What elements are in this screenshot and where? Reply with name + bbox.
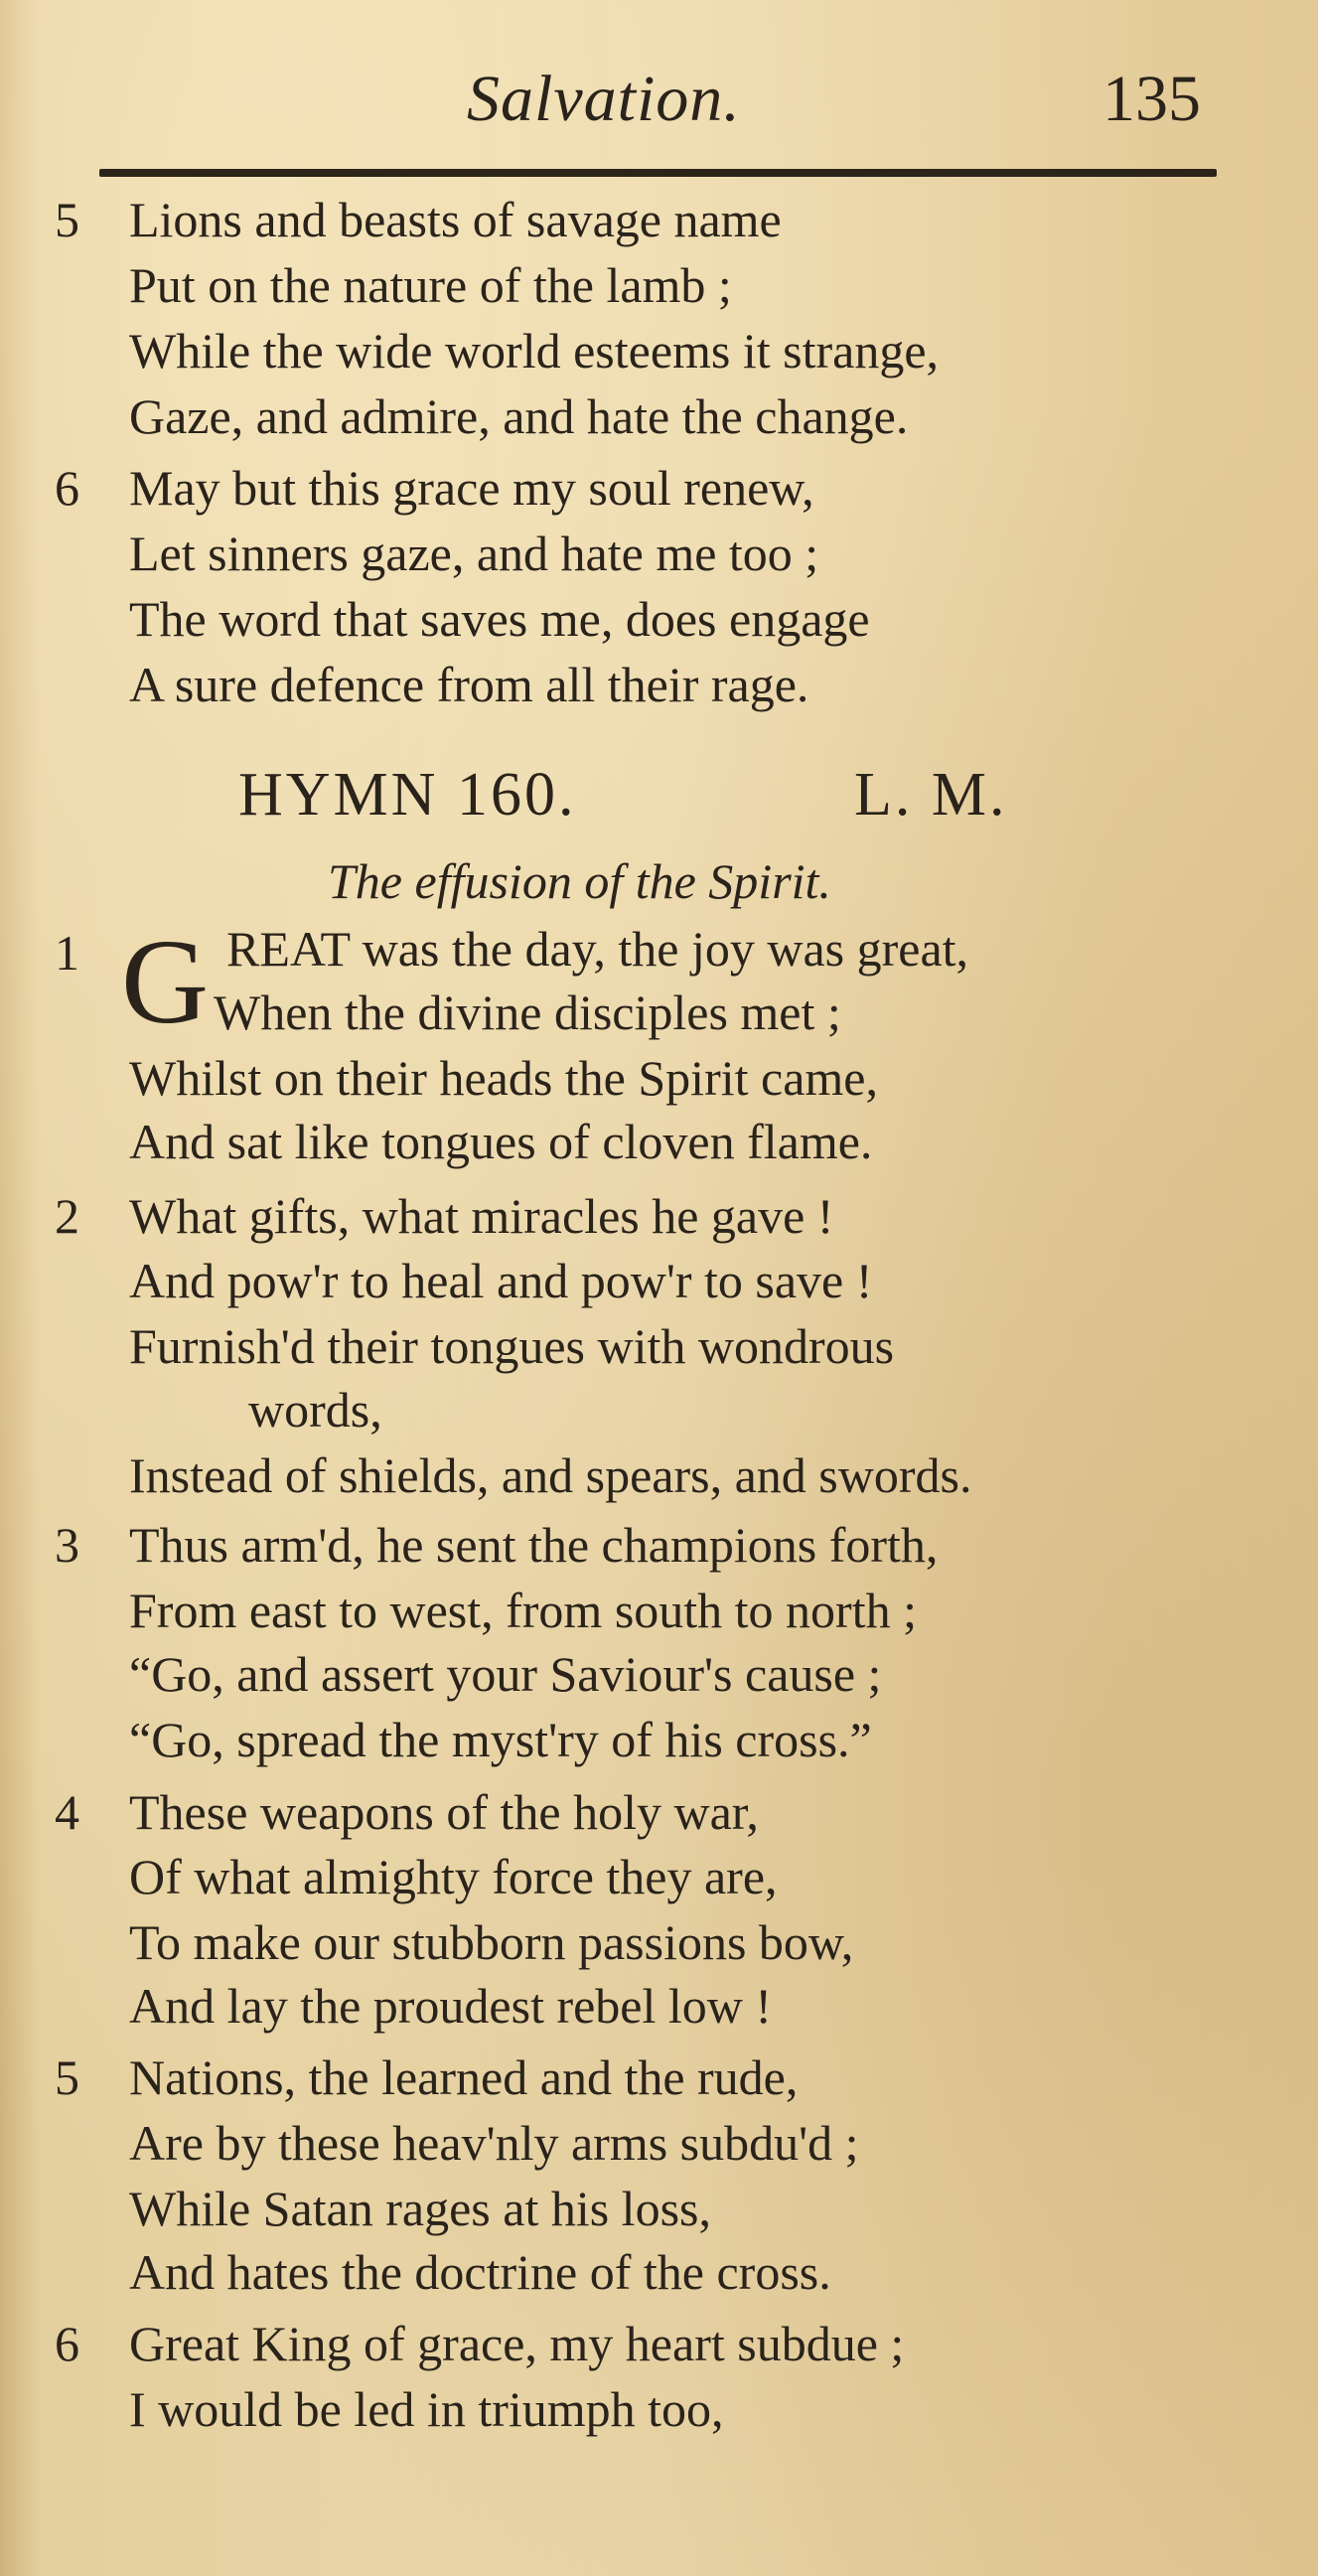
verse-line: What gifts, what miracles he gave ! [129,1188,834,1244]
verse-number: 5 [55,2049,79,2105]
verse-line: “Go, and assert your Saviour's cause ; [129,1646,882,1702]
verse-line: And lay the proudest rebel low ! [129,1978,773,2034]
verse-line: To make our stubborn passions bow, [129,1914,854,1970]
verse-line: A sure defence from all their rage. [129,657,809,712]
verse-number: 6 [55,2316,79,2371]
verse-line: Put on the nature of the lamb ; [129,257,732,313]
verse-line: While Satan rages at his loss, [129,2181,711,2236]
verse-line: From east to west, from south to north ; [129,1583,917,1638]
verse-line: These weapons of the holy war, [129,1784,759,1840]
verse-line: Instead of shields, and spears, and swords. [129,1447,972,1503]
running-head-title: Salvation. [467,63,741,135]
verse-line: Furnish'd their tongues with wondrous [129,1318,895,1374]
verse-line: Whilst on their heads the Spirit came, [129,1050,878,1106]
verse-line: And pow'r to heal and pow'r to save ! [129,1253,873,1308]
verse-line: Are by these heav'nly arms subdu'd ; [129,2115,859,2171]
verse-line: And sat like tongues of cloven flame. [129,1114,873,1169]
verse-number: 6 [55,460,79,516]
page-number: 135 [1102,63,1201,135]
verse-line: Of what almighty force they are, [129,1849,778,1904]
hymn-title: HYMN 160. [238,761,577,829]
hymn-meter: L. M. [854,761,1008,829]
verse-line: And hates the doctrine of the cross. [129,2244,831,2300]
verse-number: 2 [55,1188,79,1244]
verse-line: Lions and beasts of savage name [129,192,782,247]
verse-line: The word that saves me, does engage [129,591,870,647]
verse-line: Great King of grace, my heart subdue ; [129,2316,905,2371]
verse-line: “Go, spread the myst'ry of his cross.” [129,1712,872,1767]
verse-number: 3 [55,1517,79,1573]
verse-line: Let sinners gaze, and hate me too ; [129,526,819,581]
verse-number: 1 [55,925,79,981]
verse-line: May but this grace my soul renew, [129,460,814,516]
verse-line: While the wide world esteems it strange, [129,323,940,379]
verse-line: REAT was the day, the joy was great, [226,921,969,977]
verse-line: When the divine disciples met ; [214,985,841,1040]
verse-line: words, [248,1382,382,1438]
verse-line: Thus arm'd, he sent the champions forth, [129,1517,939,1573]
verse-number: 5 [55,192,79,247]
header-rule [99,169,1217,177]
drop-cap: G [121,915,210,1049]
verse-line: Gaze, and admire, and hate the change. [129,388,909,444]
verse-line: I would be led in triumph too, [129,2381,724,2437]
verse-line: Nations, the learned and the rude, [129,2049,799,2105]
hymn-subtitle: The effusion of the Spirit. [328,853,831,909]
verse-number: 4 [55,1784,79,1840]
